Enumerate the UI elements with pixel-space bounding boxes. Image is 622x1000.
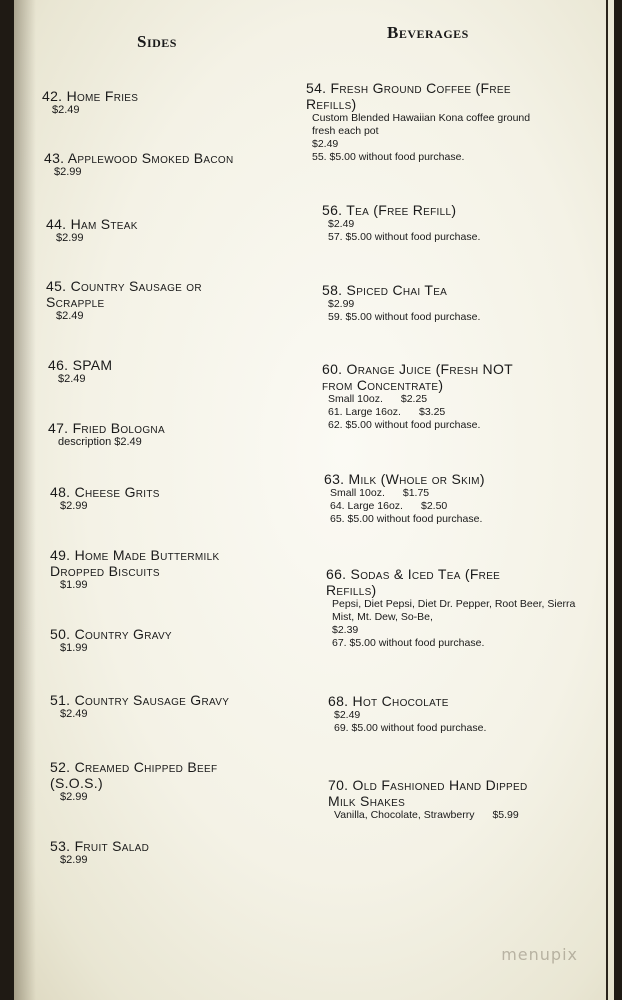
size-price: $2.50 — [420, 500, 448, 512]
item-description-cont: Mist, Mt. Dew, So-Be, — [332, 611, 433, 623]
item-price: $2.49 — [328, 218, 355, 230]
item-title: 54. Fresh Ground Coffee (Free — [306, 80, 511, 96]
menu-item-side — [42, 88, 138, 117]
item-title: 68. Hot Chocolate — [328, 693, 449, 709]
item-name: Fried Bologna — [72, 420, 165, 436]
menu-item-orange-juice — [322, 361, 513, 432]
page-edge-shadow — [14, 0, 36, 1000]
item-title: 60. Orange Juice (Fresh NOT — [322, 361, 514, 377]
size-price: $1.75 — [402, 487, 430, 499]
item-description: Pepsi, Diet Pepsi, Diet Dr. Pepper, Root Beer, Sierra — [332, 598, 576, 610]
size-price: $2.25 — [400, 393, 428, 405]
item-title — [50, 759, 217, 775]
item-name: Applewood Smoked Bacon — [67, 150, 234, 166]
item-price: $2.49 — [56, 310, 84, 322]
item-price: $1.99 — [60, 579, 88, 591]
item-price: $2.99 — [54, 166, 82, 178]
item-title — [46, 216, 138, 232]
item-price: $2.49 — [52, 104, 80, 116]
item-no-food-price: 69. $5.00 without food purchase. — [334, 722, 487, 734]
menu-item-side — [50, 759, 217, 804]
item-title — [50, 838, 149, 854]
item-number: 48. — [50, 484, 75, 500]
item-price: $2.39 — [332, 624, 359, 636]
item-no-food-price: 59. $5.00 without food purchase. — [328, 311, 481, 323]
menu-item-tea — [322, 202, 480, 244]
item-name: Fruit Salad — [74, 838, 150, 854]
item-number: 46. — [48, 357, 73, 373]
menu-page — [14, 0, 614, 1000]
size-price: $3.25 — [418, 406, 446, 418]
flavors: Vanilla, Chocolate, Strawberry — [334, 809, 475, 821]
item-title — [50, 692, 229, 708]
item-price: $2.49 — [312, 138, 339, 150]
item-number: 42. — [42, 88, 67, 104]
item-large-size — [330, 500, 485, 513]
item-title — [50, 484, 160, 500]
item-description: Custom Blended Hawaiian Kona coffee ground — [312, 112, 531, 124]
item-price: $1.99 — [60, 642, 88, 654]
item-price: $2.49 — [334, 709, 361, 721]
menu-item-side — [46, 278, 202, 323]
item-title-cont: Milk Shakes — [328, 793, 406, 809]
item-number: 50. — [50, 626, 75, 642]
item-price: description $2.49 — [58, 436, 142, 448]
item-title: 58. Spiced Chai Tea — [322, 282, 448, 298]
menu-item-chai — [322, 282, 480, 324]
item-number: 52. — [50, 759, 75, 775]
sides-heading: Sides — [137, 32, 177, 51]
item-title: 66. Sodas & Iced Tea (Free — [326, 566, 501, 582]
item-small-size — [330, 487, 485, 500]
menu-item-sodas — [326, 566, 575, 650]
page-border — [606, 0, 608, 1000]
menu-item-side — [50, 838, 149, 867]
item-title-cont: Refills) — [306, 96, 357, 112]
item-price: $2.49 — [60, 708, 88, 720]
item-number: 47. — [48, 420, 73, 436]
item-number: 45. — [46, 278, 71, 294]
size-label: 61. Large 16oz. — [328, 406, 401, 418]
item-number: 43. — [44, 150, 68, 166]
item-no-food-price: 67. $5.00 without food purchase. — [332, 637, 485, 649]
item-small-size — [328, 393, 513, 406]
item-price: $2.99 — [60, 854, 88, 866]
menu-item-milk — [324, 471, 485, 526]
item-no-food-price: 57. $5.00 without food purchase. — [328, 231, 481, 243]
item-number: 49. — [50, 547, 75, 563]
item-title: 70. Old Fashioned Hand Dipped — [328, 777, 528, 793]
item-number: 53. — [50, 838, 75, 854]
size-label: Small 10oz. — [328, 393, 383, 405]
item-no-food-price: 62. $5.00 without food purchase. — [328, 419, 481, 431]
item-title — [44, 150, 234, 166]
item-title — [50, 626, 172, 642]
item-name: Country Sausage Gravy — [74, 692, 230, 708]
item-price: $2.99 — [60, 791, 88, 803]
item-number: 44. — [46, 216, 71, 232]
item-name: Creamed Chipped Beef — [74, 759, 218, 775]
item-price: $2.49 — [58, 373, 86, 385]
item-large-size — [328, 406, 513, 419]
item-title-cont: Dropped Biscuits — [50, 563, 160, 579]
item-title — [50, 547, 219, 563]
menu-item-coffee — [306, 80, 530, 164]
menu-item-hot-chocolate — [328, 693, 486, 735]
menu-item-side — [44, 150, 234, 179]
menu-item-side — [48, 420, 165, 449]
watermark: menupix — [501, 945, 578, 964]
item-name: Home Made Buttermilk — [74, 547, 220, 563]
item-title — [46, 278, 202, 294]
menu-item-side — [50, 626, 172, 655]
item-name: Country Gravy — [74, 626, 172, 642]
item-title — [48, 420, 165, 436]
item-title-cont: from Concentrate) — [322, 377, 444, 393]
menu-item-side — [50, 692, 229, 721]
size-label: 64. Large 16oz. — [330, 500, 403, 512]
menu-item-side — [48, 357, 112, 386]
item-title-cont: Refills) — [326, 582, 377, 598]
item-price: $2.99 — [60, 500, 88, 512]
beverages-heading: Beverages — [387, 23, 469, 42]
menu-item-side — [50, 547, 219, 592]
menu-item-side — [50, 484, 160, 513]
item-price: $2.99 — [56, 232, 84, 244]
item-description-cont: fresh each pot — [312, 125, 379, 137]
item-title-cont: Scrapple — [46, 294, 105, 310]
item-price: $5.99 — [492, 809, 519, 821]
item-title: 56. Tea (Free Refill) — [322, 202, 457, 218]
menu-item-side — [46, 216, 138, 245]
item-price: $2.99 — [328, 298, 355, 310]
item-name: Cheese Grits — [74, 484, 160, 500]
item-name: Home Fries — [66, 88, 139, 104]
item-title-cont: (S.O.S.) — [50, 775, 103, 791]
item-number: 51. — [50, 692, 75, 708]
item-no-food-price: 65. $5.00 without food purchase. — [330, 513, 483, 525]
item-name: Country Sausage or — [70, 278, 202, 294]
item-title: 63. Milk (Whole or Skim) — [324, 471, 485, 487]
item-title — [42, 88, 138, 104]
size-label: Small 10oz. — [330, 487, 385, 499]
item-name: SPAM — [72, 357, 113, 373]
item-name: Ham Steak — [70, 216, 138, 232]
item-title — [48, 357, 112, 373]
item-no-food-price: 55. $5.00 without food purchase. — [312, 151, 465, 163]
item-description — [334, 809, 528, 822]
menu-item-milk-shakes — [328, 777, 528, 822]
